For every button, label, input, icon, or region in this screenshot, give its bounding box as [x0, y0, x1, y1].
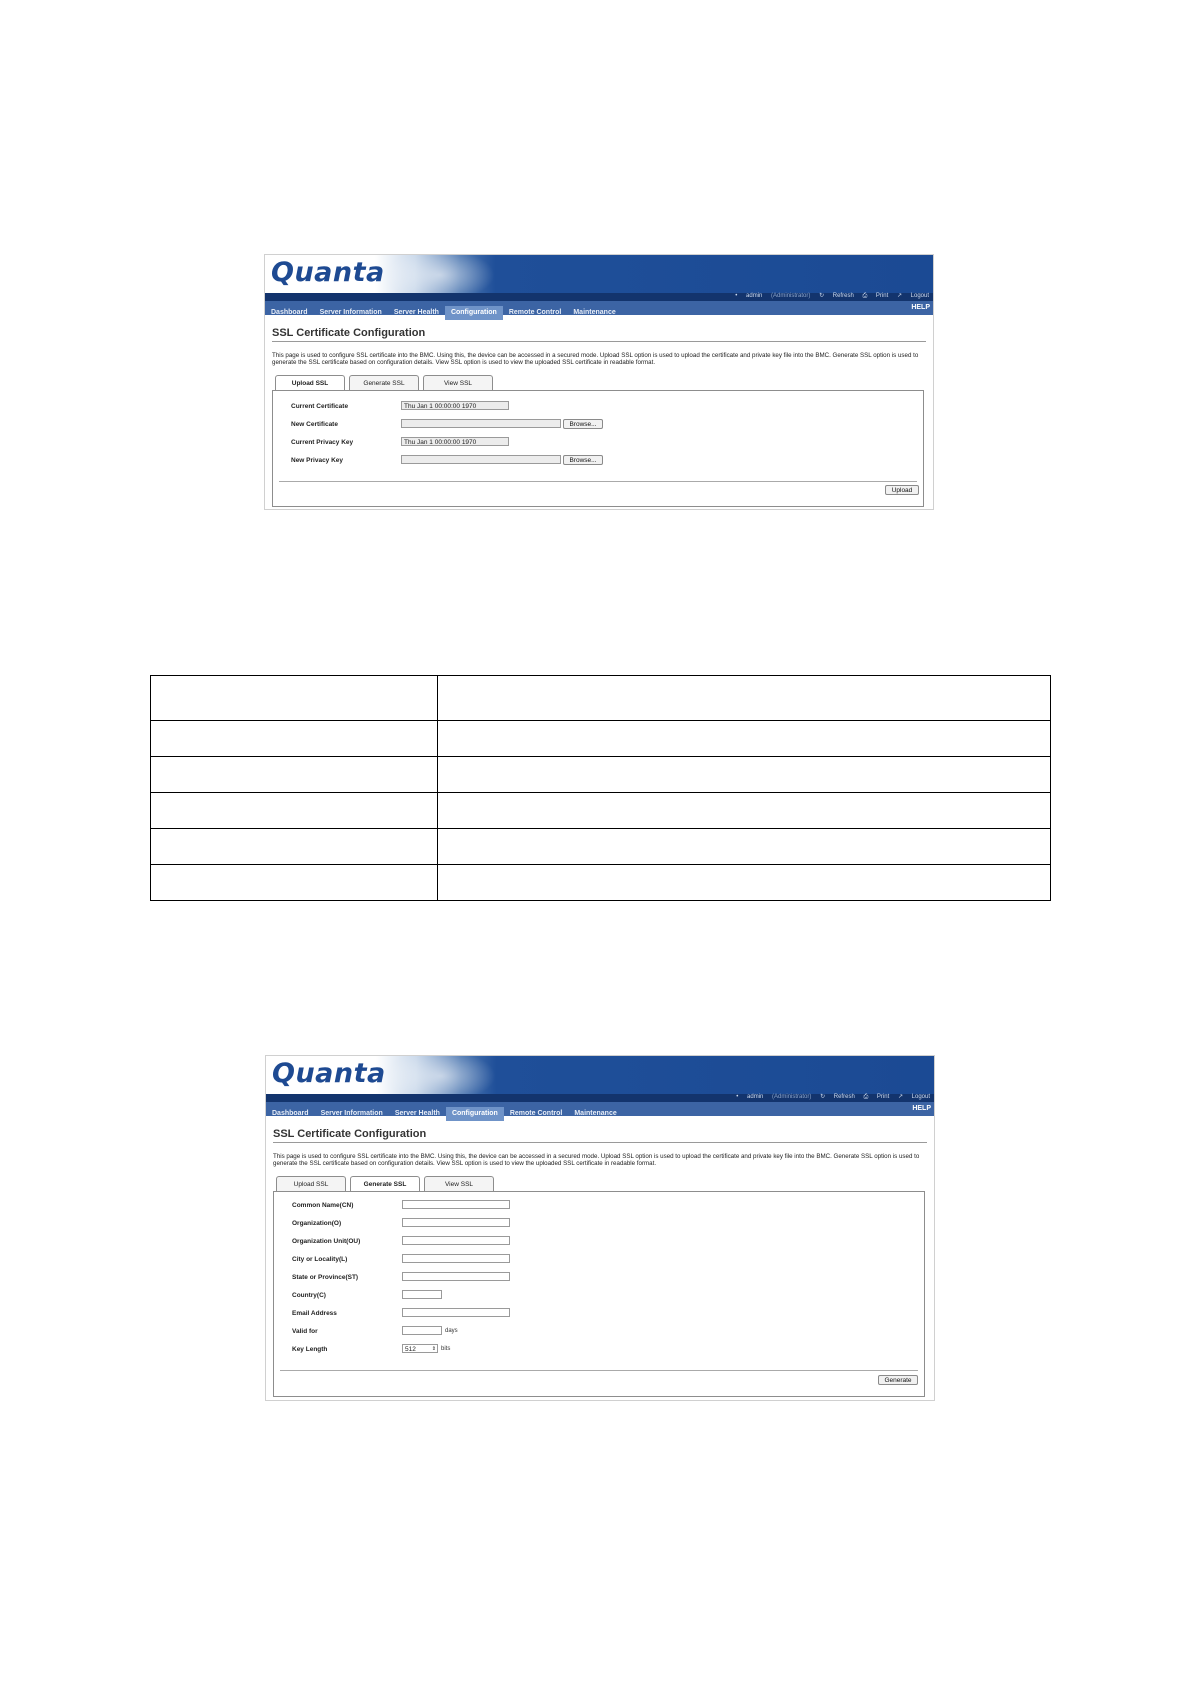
valid-for-label: Valid for [292, 1328, 318, 1335]
current-certificate-label: Current Certificate [291, 403, 349, 410]
refresh-link[interactable]: ↻ Refresh [819, 293, 854, 299]
user-role: (Administrator) [772, 1094, 812, 1100]
current-certificate-field: Thu Jan 1 00:00:00 1970 [401, 401, 509, 410]
nav-server-information[interactable]: Server Information [319, 309, 382, 316]
print-label: Print [875, 293, 889, 299]
table-cell [438, 757, 1051, 793]
nav-remote-control[interactable]: Remote Control [509, 1110, 563, 1117]
generate-button[interactable]: Generate [878, 1375, 918, 1385]
refresh-label: Refresh [832, 293, 854, 299]
tab-upload-ssl[interactable]: Upload SSL [275, 375, 345, 392]
nav-maintenance[interactable]: Maintenance [574, 1110, 617, 1117]
logout-label: Logout [911, 1094, 930, 1100]
nav-dashboard[interactable]: Dashboard [271, 309, 308, 316]
table-row [151, 865, 1051, 901]
table-cell [438, 865, 1051, 901]
tab-view-ssl[interactable]: View SSL [423, 375, 493, 391]
nav-configuration[interactable]: Configuration [446, 1107, 504, 1121]
nav-remote-control[interactable]: Remote Control [508, 309, 562, 316]
tab-generate-ssl[interactable]: Generate SSL [350, 1176, 420, 1193]
print-link[interactable]: ⎙ Print [862, 293, 889, 299]
key-length-unit: bits [441, 1346, 451, 1352]
user-indicator: • admin (Administrator) [736, 1094, 812, 1100]
browse-privacy-key-button[interactable]: Browse... [563, 455, 603, 465]
print-link[interactable]: ⎙ Print [863, 1094, 890, 1100]
table-cell [438, 721, 1051, 757]
quanta-logo: Quanta [272, 1058, 386, 1089]
user-indicator: • admin (Administrator) [735, 293, 811, 299]
user-bar [265, 293, 933, 301]
spinner-icon[interactable]: ⇕ [431, 1346, 436, 1352]
new-certificate-input[interactable] [401, 419, 561, 428]
user-role: (Administrator) [771, 293, 811, 299]
organization-input[interactable] [402, 1218, 510, 1227]
page-title: SSL Certificate Configuration [272, 327, 926, 342]
upload-ssl-screenshot [264, 254, 934, 510]
table-cell [151, 793, 438, 829]
table-cell [151, 829, 438, 865]
page-title: SSL Certificate Configuration [273, 1128, 927, 1143]
country-input[interactable] [402, 1290, 442, 1299]
table-cell [151, 865, 438, 901]
refresh-label: Refresh [833, 1094, 855, 1100]
table-cell [151, 676, 438, 721]
new-certificate-label: New Certificate [291, 421, 338, 428]
browse-certificate-button[interactable]: Browse... [563, 419, 603, 429]
description-table [150, 675, 1051, 901]
key-length-label: Key Length [292, 1346, 328, 1353]
user-name: admin [746, 293, 763, 299]
table-row [151, 721, 1051, 757]
logout-link[interactable]: ↗ Logout [897, 1094, 930, 1100]
upload-ssl-panel [272, 390, 924, 507]
state-label: State or Province(ST) [292, 1274, 359, 1281]
table-cell [151, 721, 438, 757]
valid-for-unit: days [445, 1328, 458, 1334]
organization-unit-label: Organization Unit(OU) [292, 1238, 361, 1245]
page-description: This page is used to configure SSL certificate into the BMC. Using this, the device can be accessed in a secured mode. Upload SSL option is used to upload the certificate and private key file into the BMC. Generate SSL option is used to generate the SSL certificate based on configuration details. View SSL option is used to view the uploaded SSL certificate in readable format. [272, 352, 919, 366]
logout-label: Logout [910, 293, 929, 299]
header-banner [266, 1056, 934, 1094]
upload-button[interactable]: Upload [885, 485, 919, 495]
nav-server-health[interactable]: Server Health [393, 309, 439, 316]
state-input[interactable] [402, 1272, 510, 1281]
nav-configuration[interactable]: Configuration [445, 306, 503, 320]
header-banner [265, 255, 933, 293]
city-input[interactable] [402, 1254, 510, 1263]
new-privacy-key-input[interactable] [401, 455, 561, 464]
city-label: City or Locality(L) [292, 1256, 348, 1263]
common-name-input[interactable] [402, 1200, 510, 1209]
table-cell [151, 757, 438, 793]
current-privacy-key-label: Current Privacy Key [291, 439, 354, 446]
table-row [151, 757, 1051, 793]
print-label: Print [876, 1094, 890, 1100]
new-privacy-key-label: New Privacy Key [291, 457, 344, 464]
tab-generate-ssl[interactable]: Generate SSL [349, 375, 419, 391]
quanta-logo: Quanta [271, 257, 385, 288]
table-cell [438, 793, 1051, 829]
help-link[interactable]: HELP [912, 1105, 931, 1112]
help-link[interactable]: HELP [911, 304, 930, 311]
valid-for-input[interactable] [402, 1326, 442, 1335]
banner-swirl-decoration [385, 255, 495, 293]
key-length-value: 512 [405, 1346, 416, 1353]
email-label: Email Address [292, 1310, 337, 1317]
nav-dashboard[interactable]: Dashboard [272, 1110, 309, 1117]
current-privacy-key-field: Thu Jan 1 00:00:00 1970 [401, 437, 509, 446]
table-header-row [151, 676, 1051, 721]
organization-label: Organization(O) [292, 1220, 342, 1227]
form-divider [279, 481, 917, 482]
country-label: Country(C) [292, 1292, 326, 1299]
page-description: This page is used to configure SSL certificate into the BMC. Using this, the device can be accessed in a secured mode. Upload SSL option is used to upload the certificate and private key file into the BMC. Generate SSL option is used to generate the SSL certificate based on configuration details. View SSL option is used to view the uploaded SSL certificate in readable format. [273, 1153, 920, 1167]
generate-ssl-panel [273, 1191, 925, 1397]
logout-link[interactable]: ↗ Logout [896, 293, 929, 299]
nav-server-information[interactable]: Server Information [320, 1110, 383, 1117]
user-bar [266, 1094, 934, 1102]
nav-server-health[interactable]: Server Health [394, 1110, 440, 1117]
table-cell [438, 676, 1051, 721]
email-input[interactable] [402, 1308, 510, 1317]
table-row [151, 793, 1051, 829]
form-divider [280, 1370, 918, 1371]
key-length-select[interactable] [402, 1344, 438, 1353]
main-nav [266, 1102, 934, 1116]
table-cell [438, 829, 1051, 865]
tab-upload-ssl[interactable]: Upload SSL [276, 1176, 346, 1192]
main-nav [265, 301, 933, 315]
common-name-label: Common Name(CN) [292, 1202, 354, 1209]
banner-swirl-decoration [386, 1056, 496, 1094]
tab-view-ssl[interactable]: View SSL [424, 1176, 494, 1192]
nav-maintenance[interactable]: Maintenance [573, 309, 616, 316]
generate-ssl-screenshot [265, 1055, 935, 1401]
refresh-link[interactable]: ↻ Refresh [820, 1094, 855, 1100]
user-name: admin [747, 1094, 764, 1100]
organization-unit-input[interactable] [402, 1236, 510, 1245]
table-row [151, 829, 1051, 865]
